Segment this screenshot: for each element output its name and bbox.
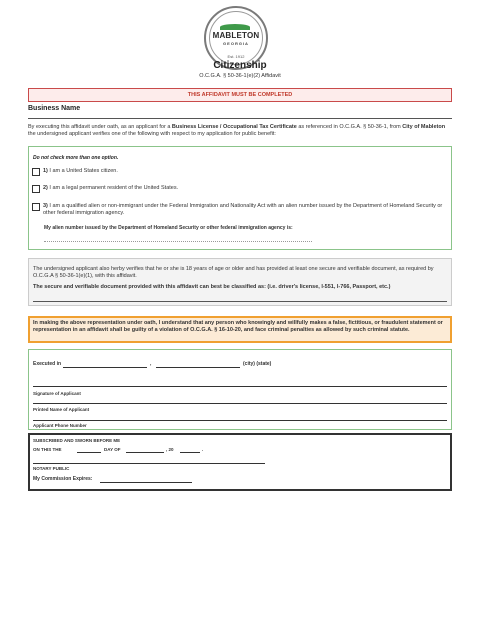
notary-signature-field[interactable]: [33, 463, 265, 464]
option-3-num: 3): [43, 203, 48, 209]
applicant-signature-field[interactable]: [33, 386, 447, 387]
age-verification-text: The undersigned applicant also herby verifies that he or she is 18 years of age or older and has provided at least one secure and verifiable document, as required by O.C.G.A § 50-36-1(e)(1), with this affidavit.: [33, 266, 434, 279]
completion-warning: THIS AFFIDAVIT MUST BE COMPLETED: [28, 88, 452, 102]
commission-expires-label: My Commission Expires:: [33, 476, 93, 482]
printed-name-field[interactable]: [33, 403, 447, 404]
alien-number-field[interactable]: [44, 241, 312, 242]
option-2-text: I am a legal permanent resident of the United States.: [49, 185, 179, 191]
option-2-checkbox[interactable]: [32, 185, 40, 193]
option-3-checkbox[interactable]: [32, 203, 40, 211]
on-this-the-label: ON THIS THE: [33, 447, 62, 452]
printed-name-label: Printed Name of Applicant: [33, 407, 90, 412]
option-3-label: [43, 203, 448, 217]
secure-document-label: The secure and verifiable document provided with this affidavit can best be classified as: (i.e. driver's license, I-551, I-766, Passport, etc.): [33, 284, 391, 290]
seal-state: GEORGIA: [223, 41, 249, 46]
seal-name: MABLETON: [212, 31, 260, 40]
date-period: .: [202, 447, 204, 452]
phone-number-field[interactable]: [33, 420, 447, 421]
city-state-label: (city) (state): [243, 361, 272, 367]
signature-section: [28, 349, 452, 430]
intro-license-type: Business License / Occupational Tax Certificate: [171, 124, 297, 130]
signature-label: Signature of Applicant: [33, 391, 81, 396]
executed-comma: ,: [150, 361, 152, 367]
penalty-statement: In making the above representation under oath, I understand that any person who knowingly and willfully makes a false, fictitious, or fraudulent statement or representation in an affidavit shall be guilty of a violation of O.C.G.A. § 16-10-20, and face criminal penalties as allowed by such criminal statute.: [33, 320, 443, 333]
option-3-text: I am a qualified alien or non-immigrant under the Federal Immigration and Nationality Act with an alien number issued by the Department of Homeland Security or other federal immigration agency.: [43, 203, 443, 216]
executed-city-field[interactable]: [63, 367, 147, 368]
alien-number-label: My alien number issued by the Department of Homeland Security or other federal immigration agency is:: [44, 225, 293, 231]
seal-landscape-icon: [220, 24, 250, 30]
page-title: Citizenship: [213, 60, 267, 71]
secure-document-field[interactable]: [33, 301, 447, 302]
intro-text-3: the undersigned applicant verifies one of the following with respect to my application for public benefit:: [28, 131, 276, 137]
subscribed-sworn-label: SUBSCRIBED AND SWORN BEFORE ME: [33, 438, 121, 443]
day-of-label: DAY OF: [104, 447, 121, 452]
business-name-field[interactable]: [28, 118, 452, 119]
option-1-text: I am a United States citizen.: [49, 168, 118, 174]
intro-text-1: By executing this affidavit under oath, as an applicant for a: [28, 124, 172, 130]
commission-expires-field[interactable]: [100, 482, 192, 483]
notary-month-field[interactable]: [126, 452, 164, 453]
option-2-label: [43, 185, 178, 192]
executed-in-label: Executed in: [33, 361, 62, 367]
phone-number-label: Applicant Phone Number: [33, 423, 87, 428]
option-1-num: 1): [43, 168, 48, 174]
options-section: [28, 146, 452, 250]
year-prefix-label: , 20: [166, 447, 174, 452]
option-1-checkbox[interactable]: [32, 168, 40, 176]
business-name-label: Business Name: [28, 105, 81, 112]
notary-public-label: NOTARY PUBLIC: [33, 466, 70, 471]
executed-state-field[interactable]: [156, 367, 240, 368]
intro-text-2: as referenced in O.C.G.A. § 50-36-1, from: [296, 124, 403, 130]
notary-day-field[interactable]: [77, 452, 101, 453]
option-2-num: 2): [43, 185, 48, 191]
options-note: Do not check more than one option.: [33, 155, 119, 161]
page-subtitle: O.C.G.A. § 50-36-1(e)(2) Affidavit: [199, 73, 281, 79]
intro-city: City of Mableton: [402, 124, 446, 130]
seal-est: Est. 1912: [227, 54, 245, 59]
option-1-label: [43, 168, 118, 175]
intro-paragraph: [28, 124, 452, 138]
notary-year-field[interactable]: [180, 452, 200, 453]
